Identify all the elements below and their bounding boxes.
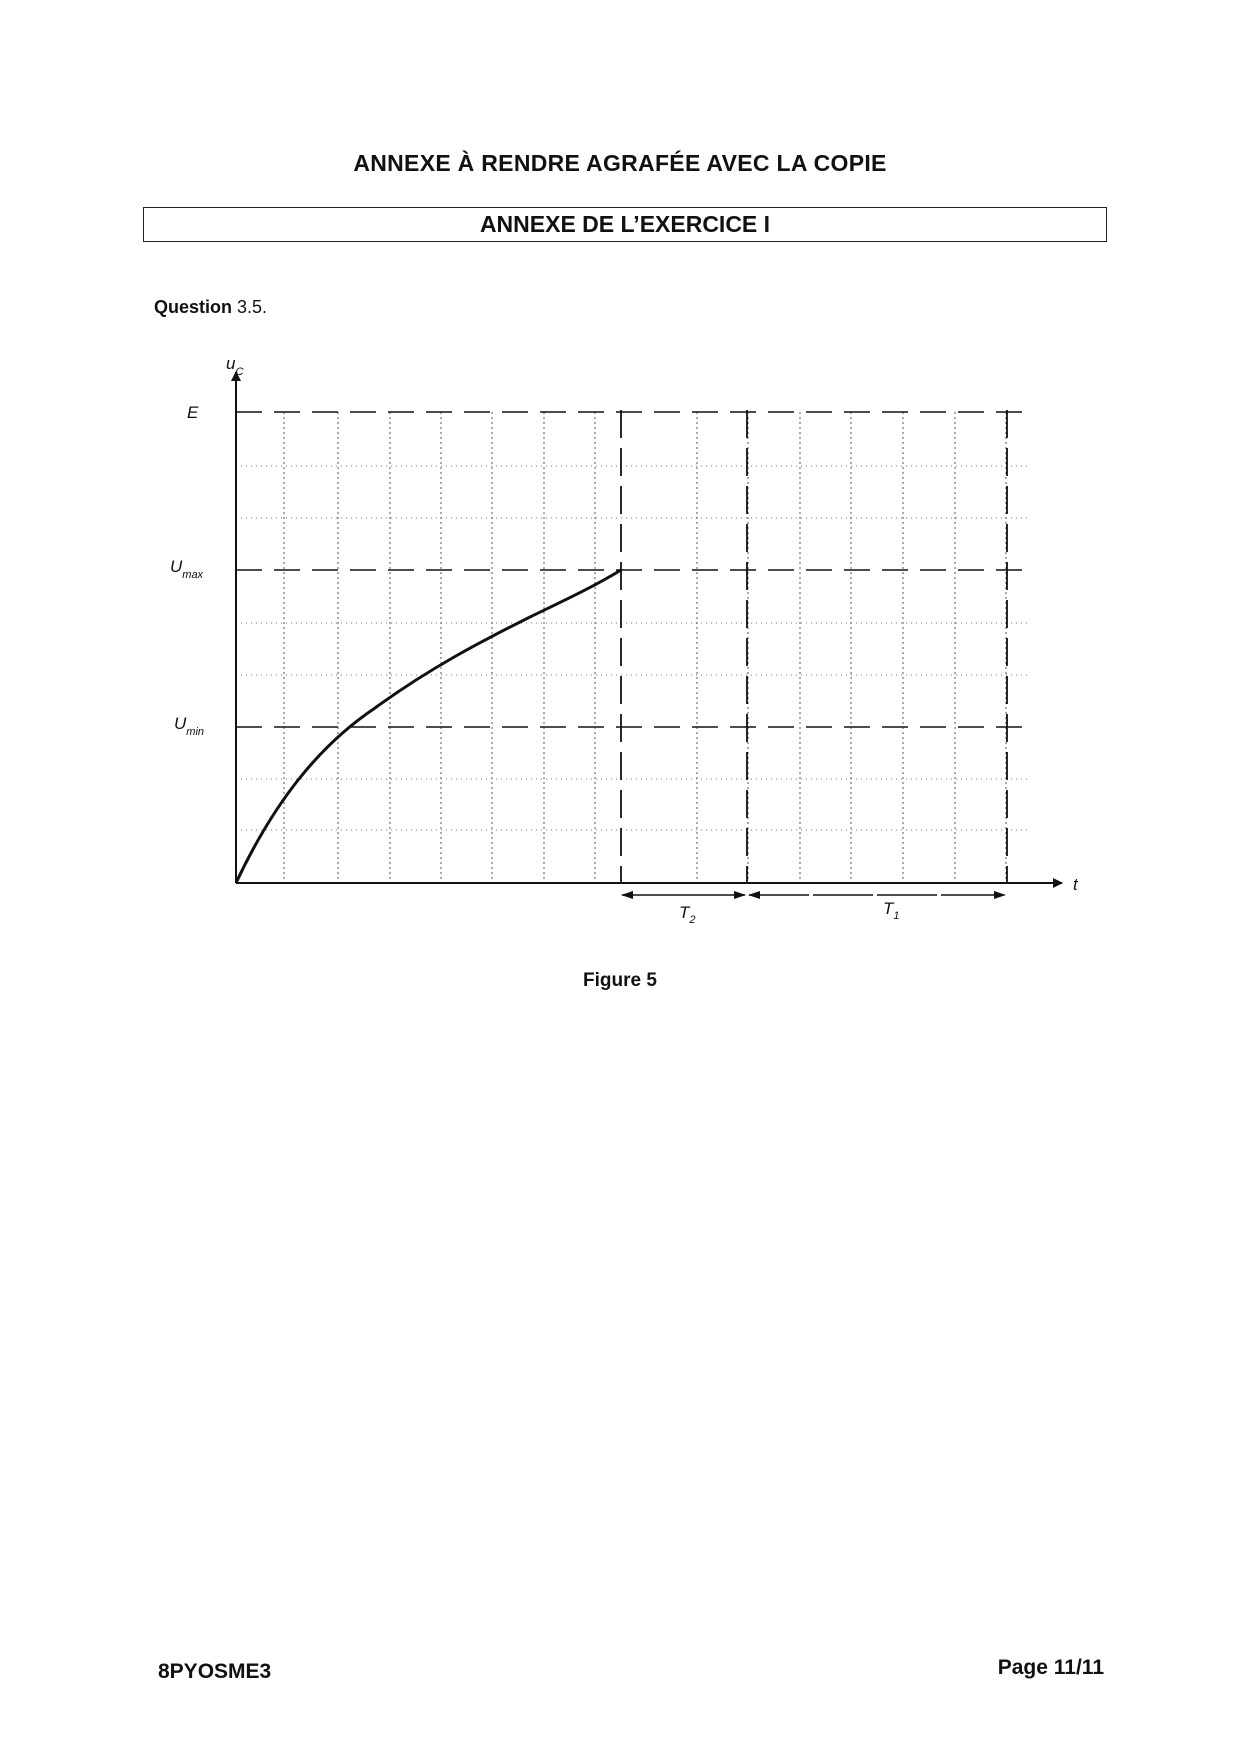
section-title: ANNEXE DE L’EXERCICE I bbox=[479, 211, 771, 237]
x-axis-label: t bbox=[1073, 875, 1078, 894]
label-umin: $U_{min}$ bbox=[174, 714, 205, 738]
y-axis-label: $u_C$ bbox=[226, 354, 244, 378]
question-number: 3.5. bbox=[237, 297, 268, 317]
level-lines bbox=[236, 412, 1032, 727]
label-t2: $T_2$ bbox=[679, 903, 696, 926]
vertical-grid bbox=[284, 412, 1006, 882]
label-e: E bbox=[187, 403, 199, 422]
question-prefix: Question bbox=[154, 297, 233, 317]
document-code: 8PYOSME3 bbox=[158, 1660, 272, 1683]
horizontal-grid bbox=[236, 466, 1030, 830]
annex-title: ANNEXE À RENDRE AGRAFÉE AVEC LA COPIE bbox=[353, 150, 887, 176]
label-umax: $U_{max}$ bbox=[170, 557, 204, 581]
label-t1: $T_1$ bbox=[883, 899, 900, 922]
time-markers bbox=[621, 410, 1007, 882]
figure-caption: Figure 5 bbox=[583, 970, 657, 991]
page-number: Page 11/11 bbox=[997, 1656, 1104, 1679]
